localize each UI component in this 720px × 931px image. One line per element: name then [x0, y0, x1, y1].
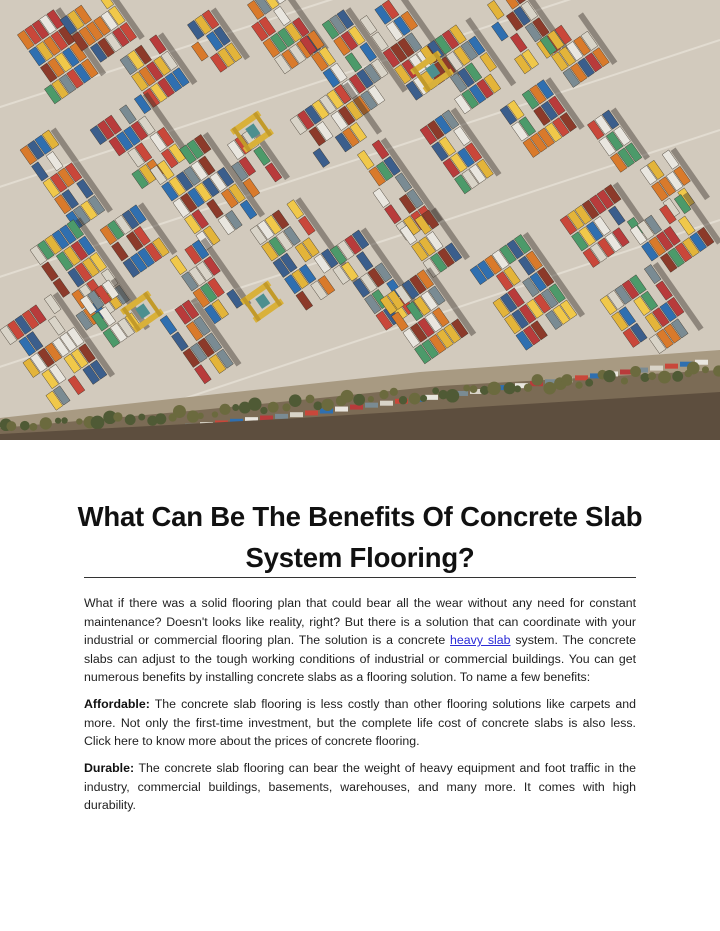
benefit-text: The concrete slab flooring can bear the weight of heavy equipment and foot traffic in the industry, commercial buildings, basements, warehouses, and many more. It comes with high durability. [84, 761, 636, 813]
benefit-label: Durable: [84, 761, 135, 776]
hero-image [0, 0, 720, 440]
benefit-affordable [84, 695, 636, 751]
intro-text-before: What if there was a solid flooring plan that could bear all the wear without any need for constant maintenance? Doesn't looks like reality, right? But there is a solution that can coordinate with your industrial or commercial flooring plan. The solution is a concrete [84, 596, 636, 648]
intro-text-after: system. The concrete slabs can adjust to the tough working conditions of industrial or commercial buildings. You can get numerous benefits by installing concrete slabs as a flooring solution. To name a few benefits: [84, 633, 636, 685]
heavy-slab-link[interactable]: heavy slab [450, 633, 511, 648]
benefit-durable [84, 759, 636, 815]
benefit-text: The concrete slab flooring is less costly than other flooring solutions like carpets and more. Not only the first-time investment, but the complete life cost of concrete slabs is also less. Click here to know more about the prices of concrete flooring. [84, 697, 636, 749]
intro-paragraph [84, 594, 636, 687]
page-title: What Can Be The Benefits Of Concrete Slab System Flooring? [77, 501, 643, 573]
article-body [84, 594, 636, 823]
benefit-label: Affordable: [84, 697, 150, 712]
aerial-port-containers-image [0, 0, 720, 440]
title-divider [84, 577, 636, 578]
